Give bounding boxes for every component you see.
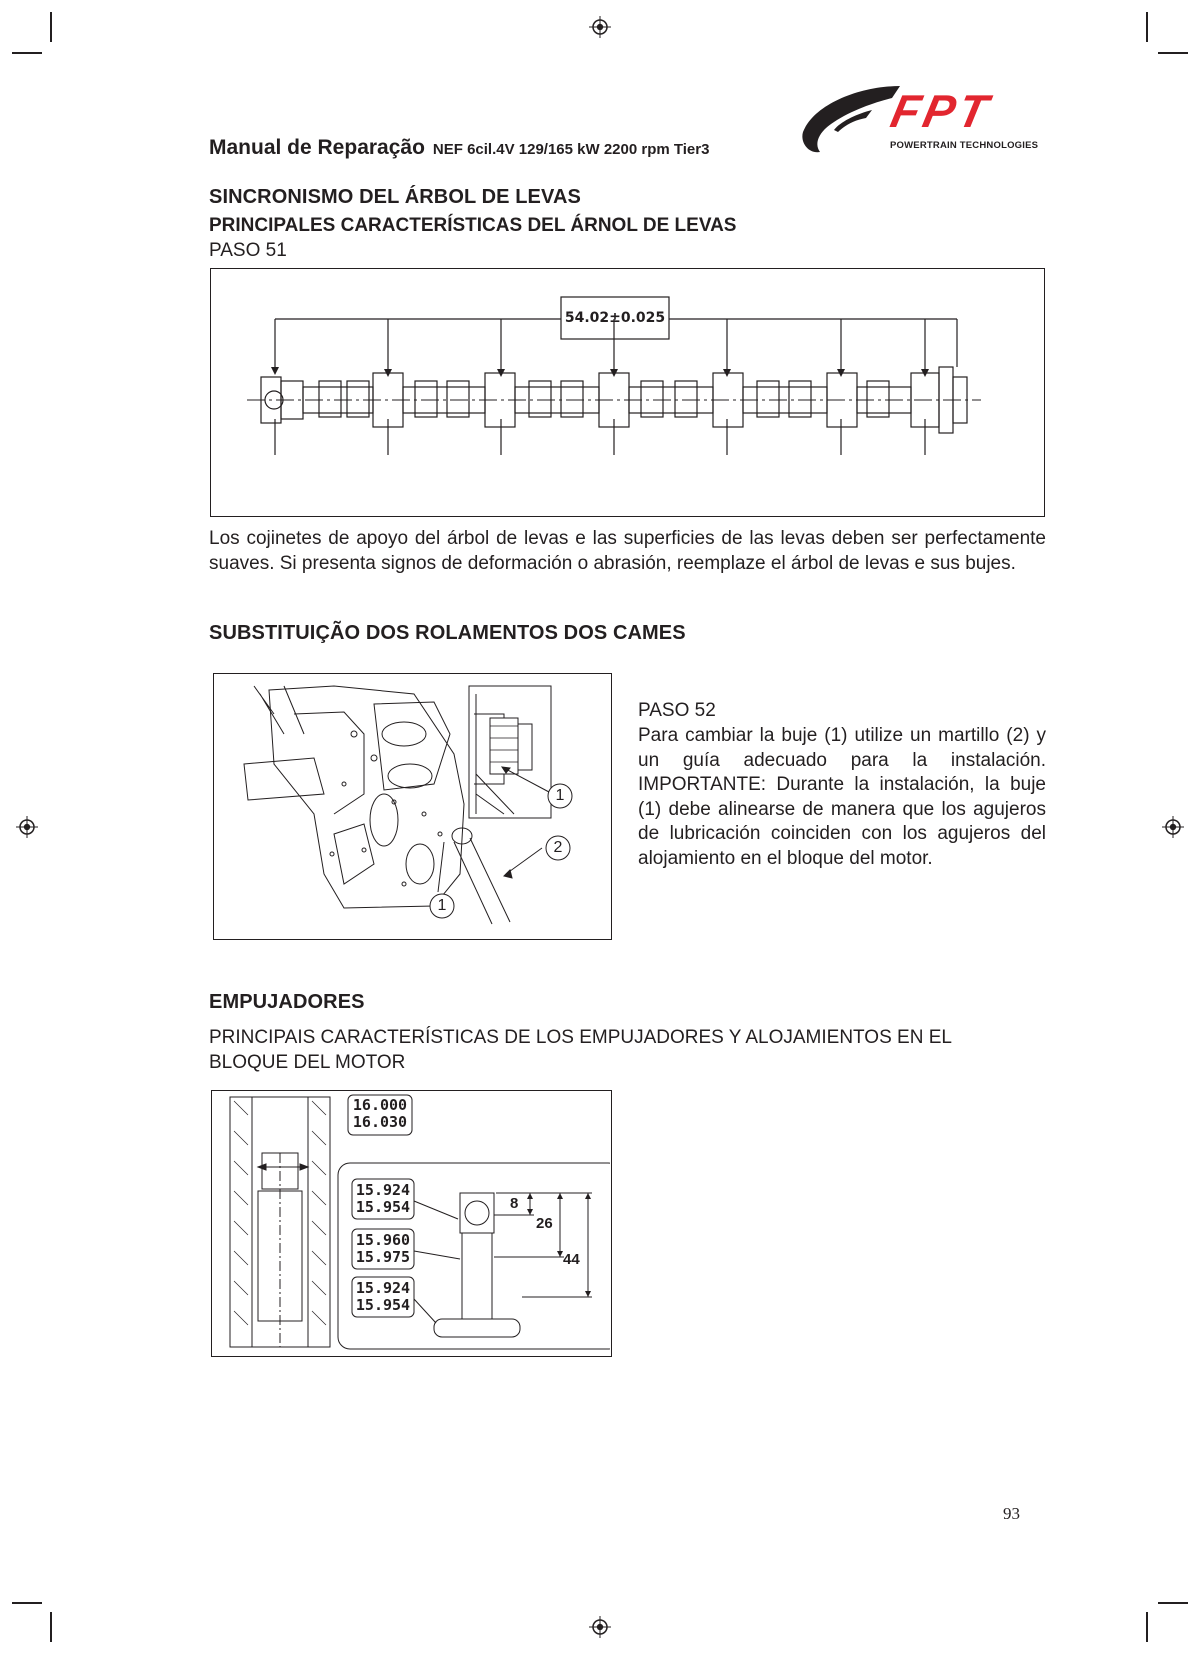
tappets-subheading-line2: BLOQUE DEL MOTOR [209,1052,406,1073]
callout-1-bushing: 1 [437,897,447,914]
tappet-stem-dimension-lower: 15.975 [355,1248,411,1266]
page-number: 93 [1003,1504,1020,1523]
crop-mark [12,52,42,54]
fpt-logo [800,82,1045,162]
bearing-replacement-figure [213,673,612,940]
fpt-logo-tagline: POWERTRAIN TECHNOLOGIES [890,140,1039,151]
registration-mark-icon [16,816,38,838]
registration-mark-icon [1162,816,1184,838]
bushing-replacement-paragraph: Para cambiar la buje (1) utilize un martillo (2) y un guía adecuado para la instalación. IMPORTANTE: Durante la instalación, la buje (1) debe alinearse de manera que los agujeros de lubricación coinciden con los agujeros del alojamiento en el bloque del motor. [638,725,1046,869]
tappet-base-dimension-upper: 15.924 [355,1279,411,1297]
step-label-52: PASO 52 [638,700,716,721]
manual-title [209,136,709,160]
crop-mark [50,12,52,42]
engine-subtitle: NEF 6cil.4V 129/165 kW 2200 rpm Tier3 [432,141,710,158]
bore-dimension-upper: 16.000 [352,1096,408,1114]
callout-1-inset: 1 [555,787,565,804]
step-label-51: PASO 51 [209,240,287,261]
registration-mark-icon [589,16,611,38]
camshaft-dimension-label: 54.02±0.025 [564,310,666,326]
crop-mark [1158,52,1188,54]
length-dimension-8: 8 [510,1195,519,1212]
fpt-logo-text: FPT [886,85,997,137]
section-heading-camshaft-timing: SINCRONISMO DEL ÁRBOL DE LEVAS [209,186,581,208]
section-heading-tappets: EMPUJADORES [209,991,365,1013]
bore-dimension-lower: 16.030 [352,1113,408,1131]
section-subheading-camshaft: PRINCIPALES CARACTERÍSTICAS DEL ÁRNOL DE LEVAS [209,215,737,236]
crop-mark [1158,1602,1188,1604]
tappet-figure [211,1090,612,1357]
length-dimension-44: 44 [563,1251,580,1268]
crop-mark [12,1602,42,1604]
tappet-head-dimension-upper: 15.924 [355,1181,411,1199]
tappet-stem-dimension-upper: 15.960 [355,1231,411,1249]
tappet-base-dimension-lower: 15.954 [355,1296,411,1314]
camshaft-inspection-paragraph: Los cojinetes de apoyo del árbol de levas e las superficies de las levas deben ser perfectamente suaves. Si presenta signos de deformación o abrasión, reemplaze el árbol de levas e sus bujes. [209,528,1046,574]
registration-mark-icon [589,1616,611,1638]
crop-mark [50,1612,52,1642]
crop-mark [1146,1612,1148,1642]
length-dimension-26: 26 [536,1215,553,1232]
camshaft-figure [210,268,1045,517]
crop-mark [1146,12,1148,42]
manual-title-text: Manual de Reparação [209,136,425,159]
section-heading-cam-bearings: SUBSTITUIÇÃO DOS ROLAMENTOS DOS CAMES [209,622,686,644]
tappet-head-dimension-lower: 15.954 [355,1198,411,1216]
callout-2-hammer: 2 [553,839,563,856]
tappets-subheading-line1: PRINCIPAIS CARACTERÍSTICAS DE LOS EMPUJADORES Y ALOJAMIENTOS EN EL [209,1027,952,1048]
